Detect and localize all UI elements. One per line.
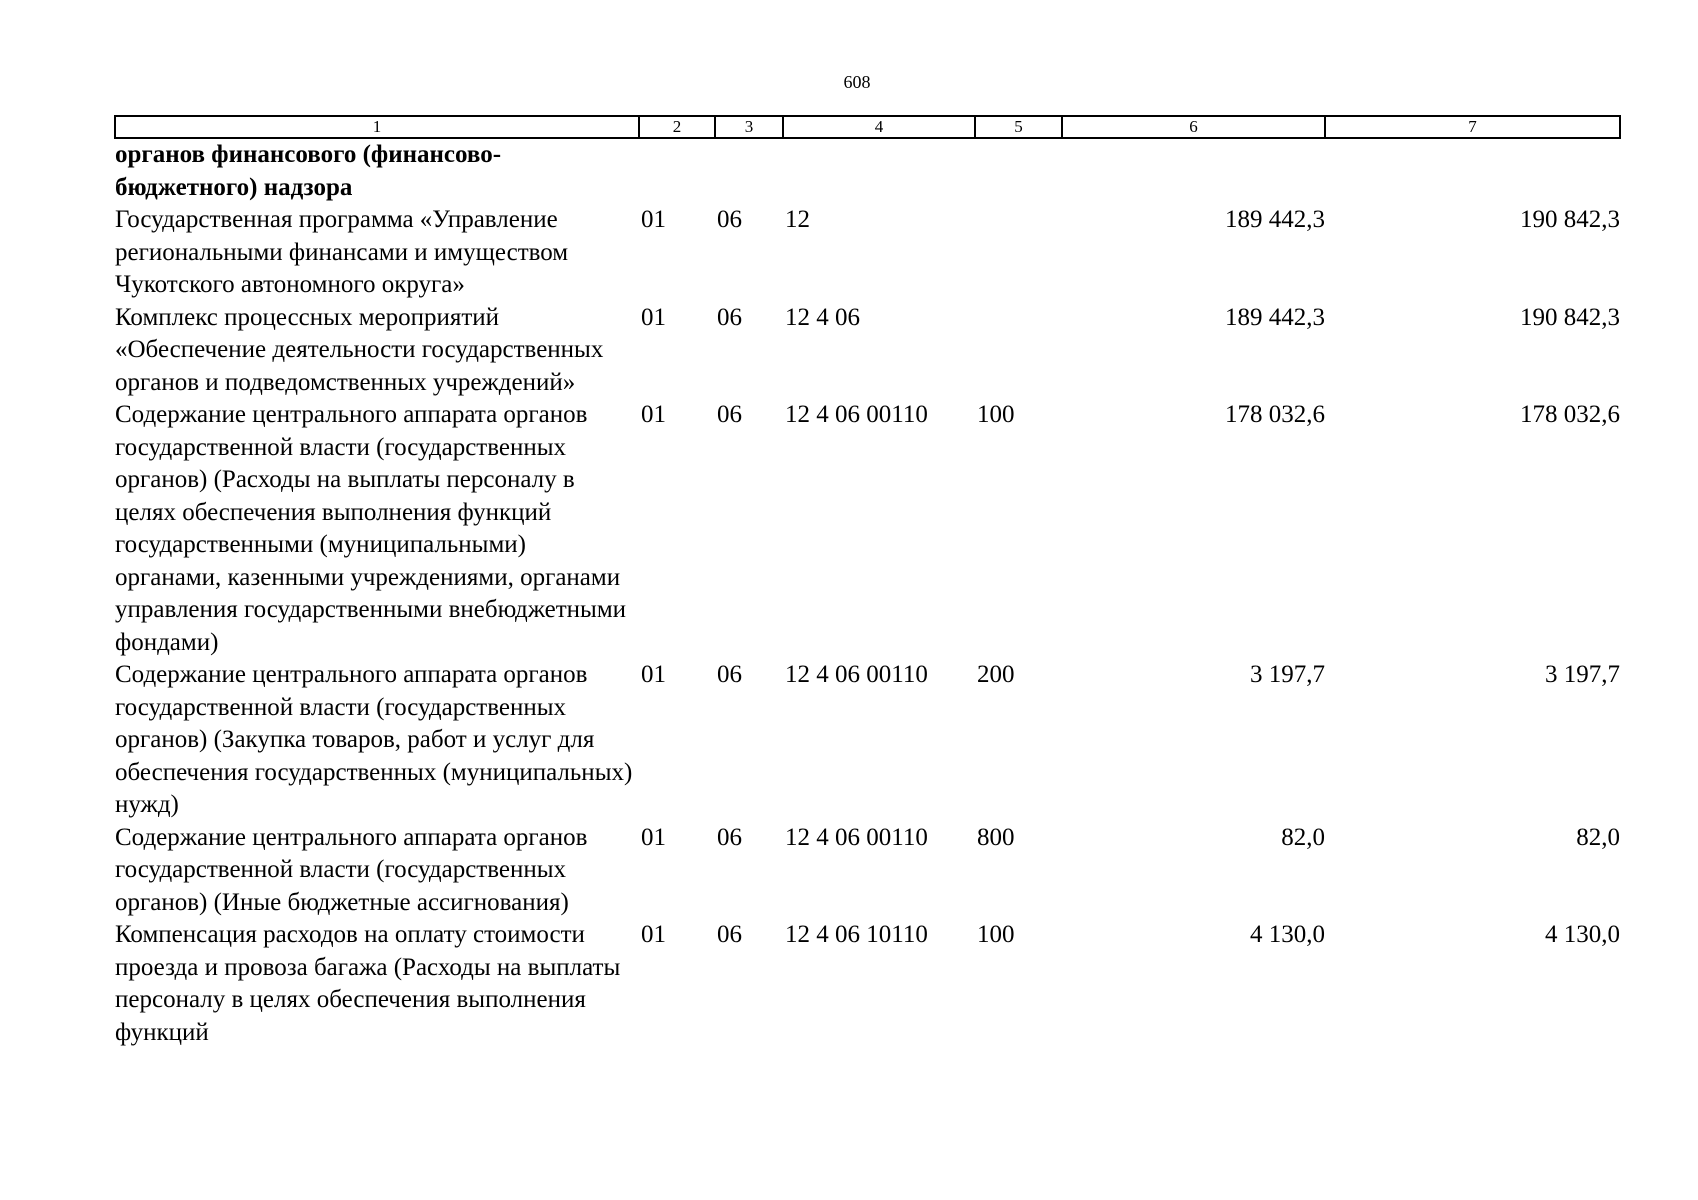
row-target-article: 12: [785, 206, 810, 233]
row-section: 01: [641, 661, 666, 688]
table-row: [115, 138, 1620, 204]
row-subsection: 06: [717, 921, 742, 948]
table-row: [115, 399, 1620, 659]
row-section: 01: [641, 303, 666, 331]
row-section: 01: [641, 206, 666, 233]
row-target-article: 12 4 06 00110: [785, 823, 928, 851]
row-section: 01: [641, 921, 666, 948]
row-amount-col7: 178 032,6: [1520, 401, 1620, 428]
row-target-article: 12 4 06: [785, 303, 860, 331]
page-number: 608: [843, 72, 871, 92]
row-name: Содержание центрального аппарата органов государственной власти (государственных органов) (Закупка товаров, работ и услуг для обеспечения государственных (муниципальных) нужд): [115, 661, 633, 818]
row-amount-col6: 178 032,6: [1225, 401, 1325, 428]
row-subsection: 06: [717, 206, 742, 233]
column-number-7: 7: [1325, 116, 1620, 138]
row-amount-col7: 82,0: [1576, 823, 1620, 851]
row-amount-col6: 189 442,3: [1225, 206, 1325, 233]
row-expense-type: [975, 138, 1062, 204]
row-amount-col6: 4 130,0: [1250, 921, 1325, 948]
row-target-article: 12 4 06 00110: [785, 661, 928, 688]
column-number-3: 3: [715, 116, 783, 138]
budget-table: [114, 115, 1621, 1049]
row-expense-type: 100: [977, 921, 1015, 948]
row-amount-col7: 4 130,0: [1545, 921, 1620, 948]
row-expense-type: 200: [977, 661, 1015, 688]
row-subsection: [715, 138, 783, 204]
row-target-article: 12 4 06 10110: [785, 921, 928, 948]
row-subsection: 06: [717, 401, 742, 428]
row-section: [639, 138, 715, 204]
row-amount-col7: 190 842,3: [1520, 206, 1620, 233]
row-section: 01: [641, 823, 666, 851]
column-number-6: 6: [1062, 116, 1325, 138]
row-expense-type: [975, 204, 1062, 302]
column-number-2: 2: [639, 116, 715, 138]
row-expense-type: [975, 302, 1062, 400]
column-number-row: [115, 116, 1620, 138]
row-subsection: 06: [717, 661, 742, 688]
table-row: [115, 302, 1620, 400]
row-subsection: 06: [717, 303, 742, 331]
row-name: Компенсация расходов на оплату стоимости проезда и провоза багажа (Расходы на выплаты персоналу в целях обеспечения выполнения функций: [115, 921, 621, 1046]
row-name: Государственная программа «Управление региональными финансами и имуществом Чукотского автономного округа»: [115, 206, 569, 298]
row-name: Содержание центрального аппарата органов государственной власти (государственных органов) (Расходы на выплаты персоналу в целях обеспечения выполнения функций государственными (муниципальными) органами, казенными учреждениями, органами управления государственными внебюджетными фондами): [115, 401, 627, 656]
row-amount-col7: 190 842,3: [1520, 303, 1620, 331]
row-amount-col7: [1325, 138, 1620, 204]
column-number-1: 1: [115, 116, 639, 138]
row-subsection: 06: [717, 823, 742, 851]
column-number-4: 4: [783, 116, 975, 138]
row-name: Комплекс процессных мероприятий «Обеспечение деятельности государственных органов и подведомственных учреждений»: [115, 303, 604, 396]
row-amount-col6: [1062, 138, 1325, 204]
row-amount-col7: 3 197,7: [1545, 661, 1620, 688]
row-amount-col6: 189 442,3: [1225, 303, 1325, 331]
row-name: органов финансового (финансово-бюджетного) надзора: [115, 141, 502, 201]
table-row: [115, 204, 1620, 302]
row-expense-type: 800: [977, 823, 1015, 851]
row-target-article: [783, 138, 975, 204]
table-row: [115, 659, 1620, 822]
row-expense-type: 100: [977, 401, 1015, 428]
row-target-article: 12 4 06 00110: [785, 401, 928, 428]
row-amount-col6: 82,0: [1281, 823, 1325, 851]
table-row: [115, 919, 1620, 1049]
row-section: 01: [641, 401, 666, 428]
column-number-5: 5: [975, 116, 1062, 138]
table-row: [115, 822, 1620, 920]
row-amount-col6: 3 197,7: [1250, 661, 1325, 688]
row-name: Содержание центрального аппарата органов государственной власти (государственных органов) (Иные бюджетные ассигнования): [115, 823, 588, 916]
